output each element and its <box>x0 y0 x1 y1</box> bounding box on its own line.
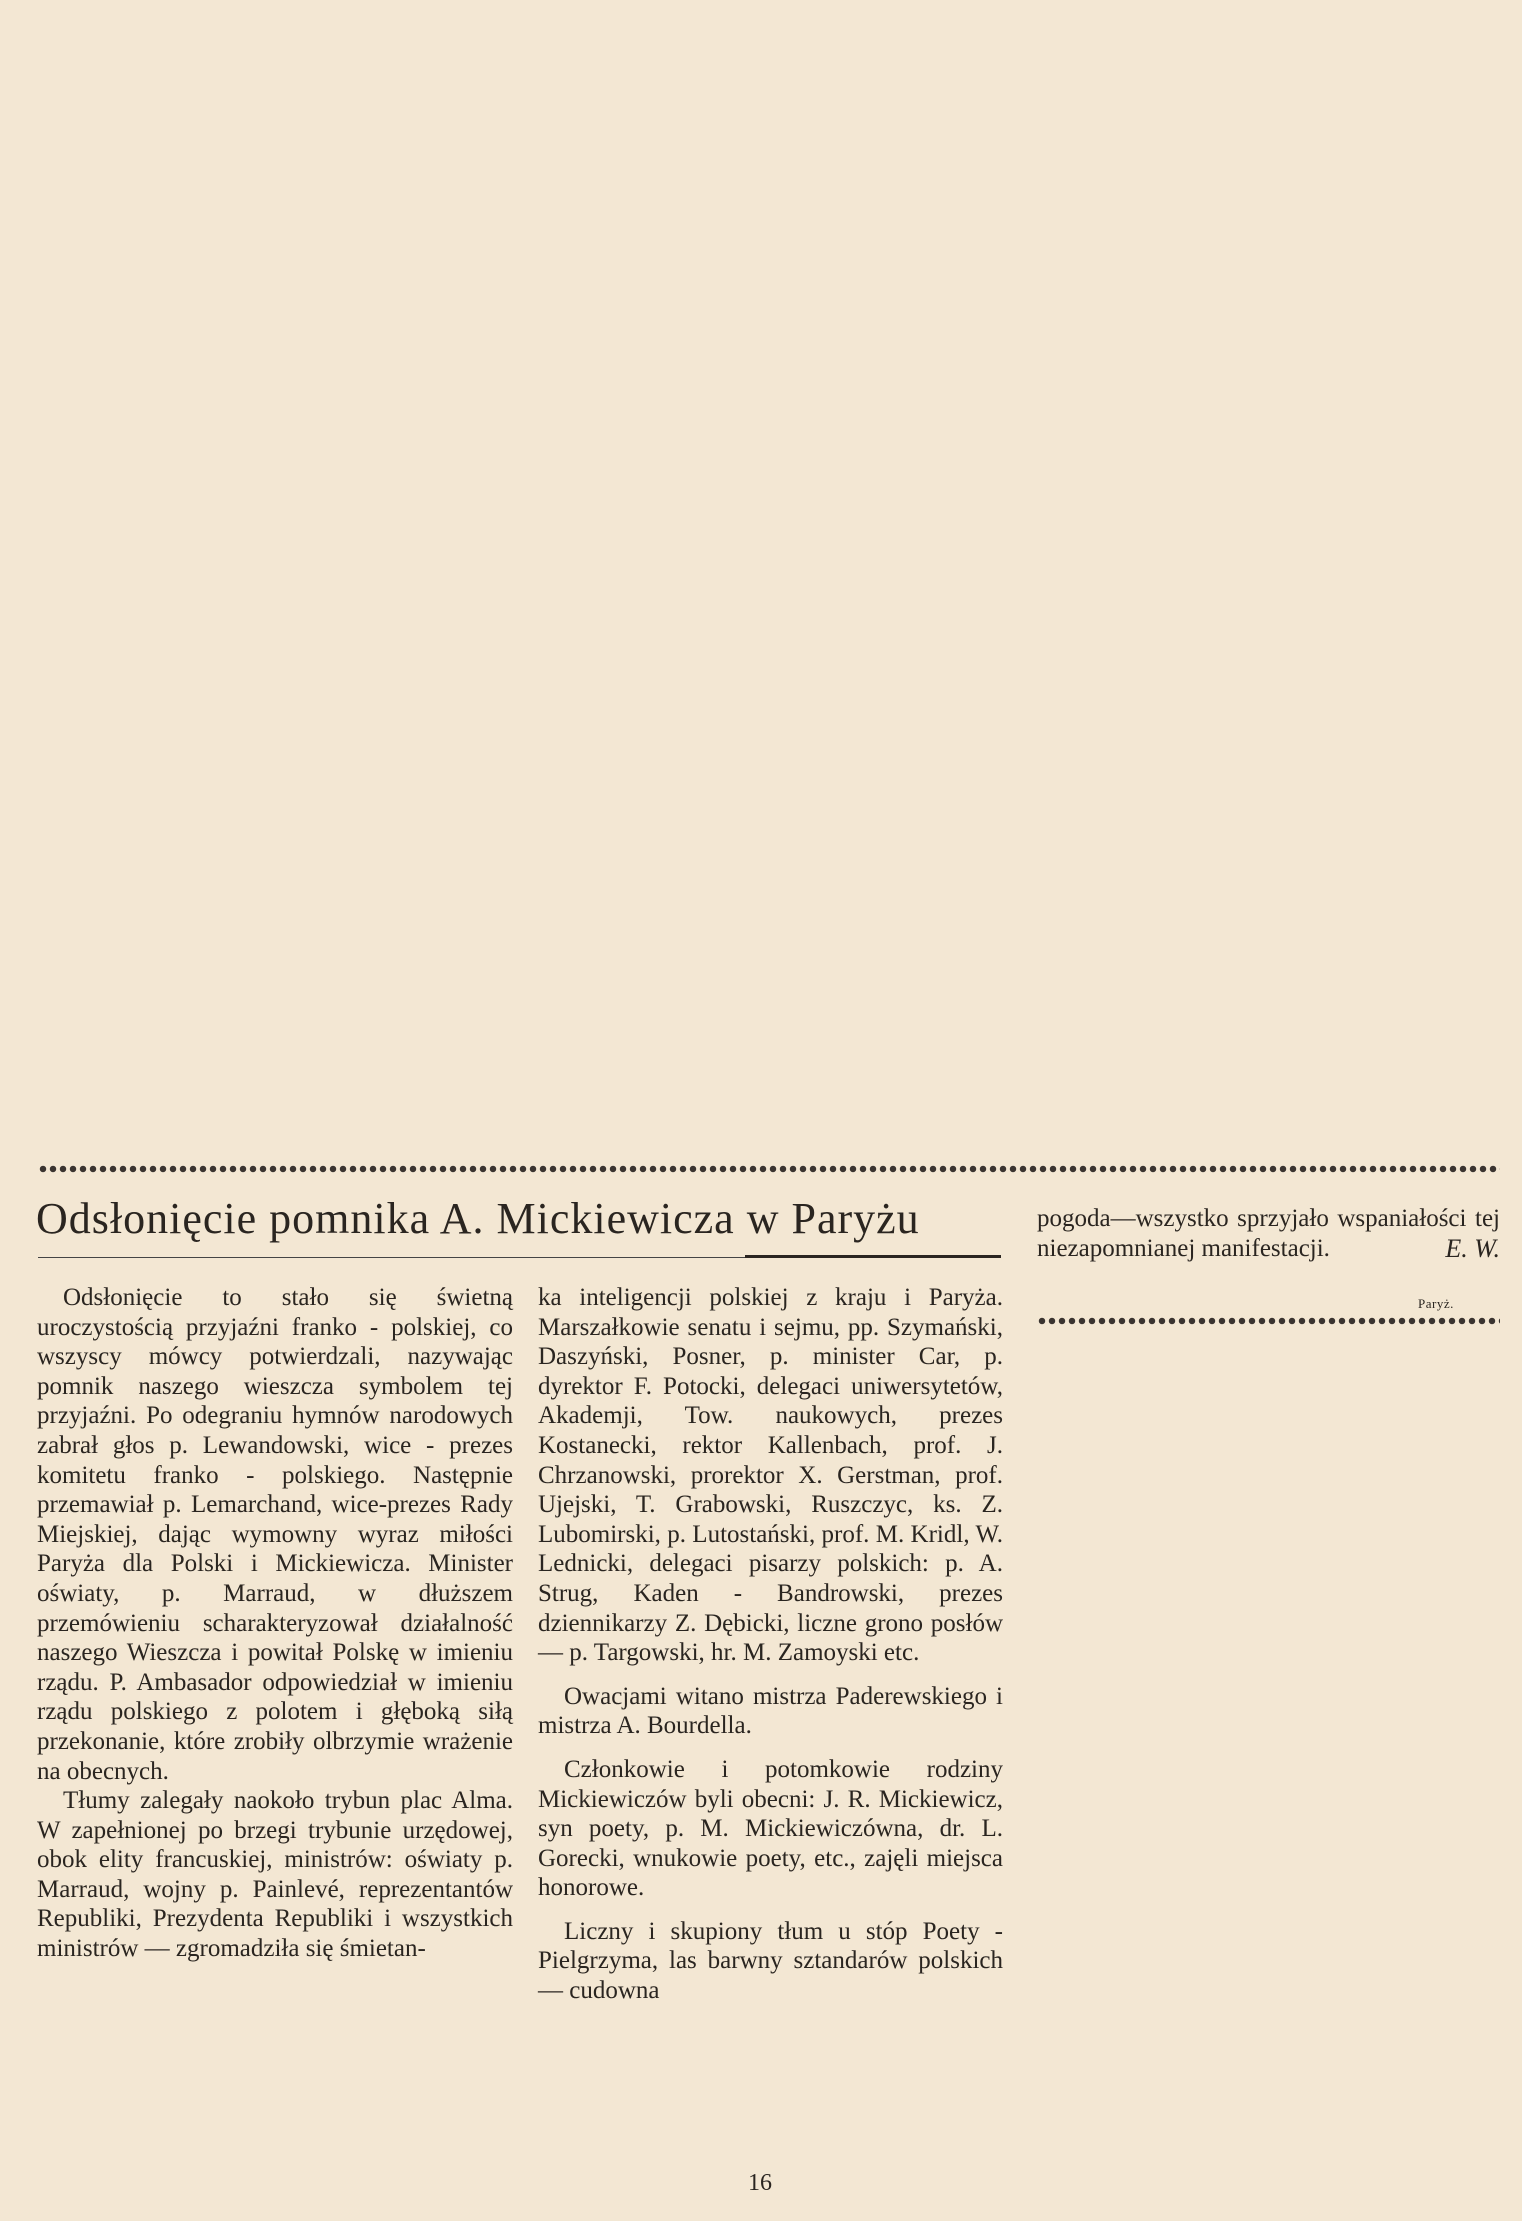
article-column-3 <box>1037 1204 1500 1263</box>
paragraph: Liczny i skupiony tłum u stóp Poety - Pielgrzyma, las barwny sztandarów polskich — cudowna <box>538 1917 1003 2005</box>
page-number: 16 <box>748 2170 772 2196</box>
paragraph: ka inteligencji polskiej z kraju i Paryża. Marszałkowie senatu i sejmu, pp. Szymański, Daszyński, Posner, p. minister Car, p. dyrektor F. Potocki, delegaci uniwersytetów, Akademji, Tow. naukowych, prezes Kostanecki, rektor Kallenbach, prof. J. Chrzanowski, prorektor X. Gerstman, prof. Ujejski, T. Grabowski, Ruszczyc, ks. Z. Lubomirski, p. Lutostański, prof. M. Kridl, W. Lednicki, delegaci pisarzy polskich: p. A. Strug, Kaden - Bandrowski, prezes dziennikarzy Z. Dębicki, liczne grono posłów — p. Targowski, hr. M. Zamoyski etc. <box>538 1284 1003 1667</box>
closing-text: pogoda—wszystko sprzyjało wspaniałości tej niezapomnianej manifestacji. <box>1037 1205 1500 1262</box>
end-ornamental-rule <box>1037 1316 1500 1326</box>
title-underline-bold <box>745 1255 1001 1258</box>
paragraph: Owacjami witano mistrza Paderewskiego i mistrza A. Bourdella. <box>538 1682 1003 1740</box>
place-line: Paryż. <box>1418 1296 1454 1311</box>
article-title: Odsłonięcie pomnika A. Mickiewicza w Paryżu <box>36 1194 920 1243</box>
article-column-2 <box>538 1283 1003 2006</box>
paragraph: Odsłonięcie to stało się świetną uroczystością przyjaźni franko - polskiej, co wszyscy mówcy potwierdzali, nazywając pomnik naszego wieszcza symbolem tej przyjaźni. Po odegraniu hymnów narodowych zabrał głos p. Lewandowski, wice - prezes komitetu franko - polskiego. Następnie przemawiał p. Lemarchand, wice-prezes Rady Miejskiej, dając wymowny wyraz miłości Paryża dla Polski i Mickiewicza. Minister oświaty, p. Marraud, w dłuższem przemówieniu scharakteryzował działalność naszego Wieszcza i powitał Polskę w imieniu rządu. P. Ambasador odpowiedział w imieniu rządu polskiego z polotem i głęboką siłą przekonanie, które zrobiły olbrzymie wrażenie na obecnych. <box>37 1284 513 1785</box>
author-signature: E. W. <box>1445 1233 1500 1263</box>
article-column-1 <box>37 1283 513 1964</box>
paragraph: Tłumy zalegały naokoło trybun plac Alma. W zapełnionej po brzegi trybunie urzędowej, obok elity francuskiej, ministrów: oświaty p. Marraud, wojny p. Painlevé, reprezentantów Republiki, Prezydenta Republiki i wszystkich ministrów — zgromadziła się śmietan- <box>37 1787 513 1963</box>
top-ornamental-rule <box>38 1164 1500 1174</box>
paragraph: Członkowie i potomkowie rodziny Mickiewiczów byli obecni: J. R. Mickiewicz, syn poety, p. M. Mickiewiczówna, dr. L. Gorecki, wnukowie poety, etc., zajęli miejsca honorowe. <box>538 1755 1003 1902</box>
